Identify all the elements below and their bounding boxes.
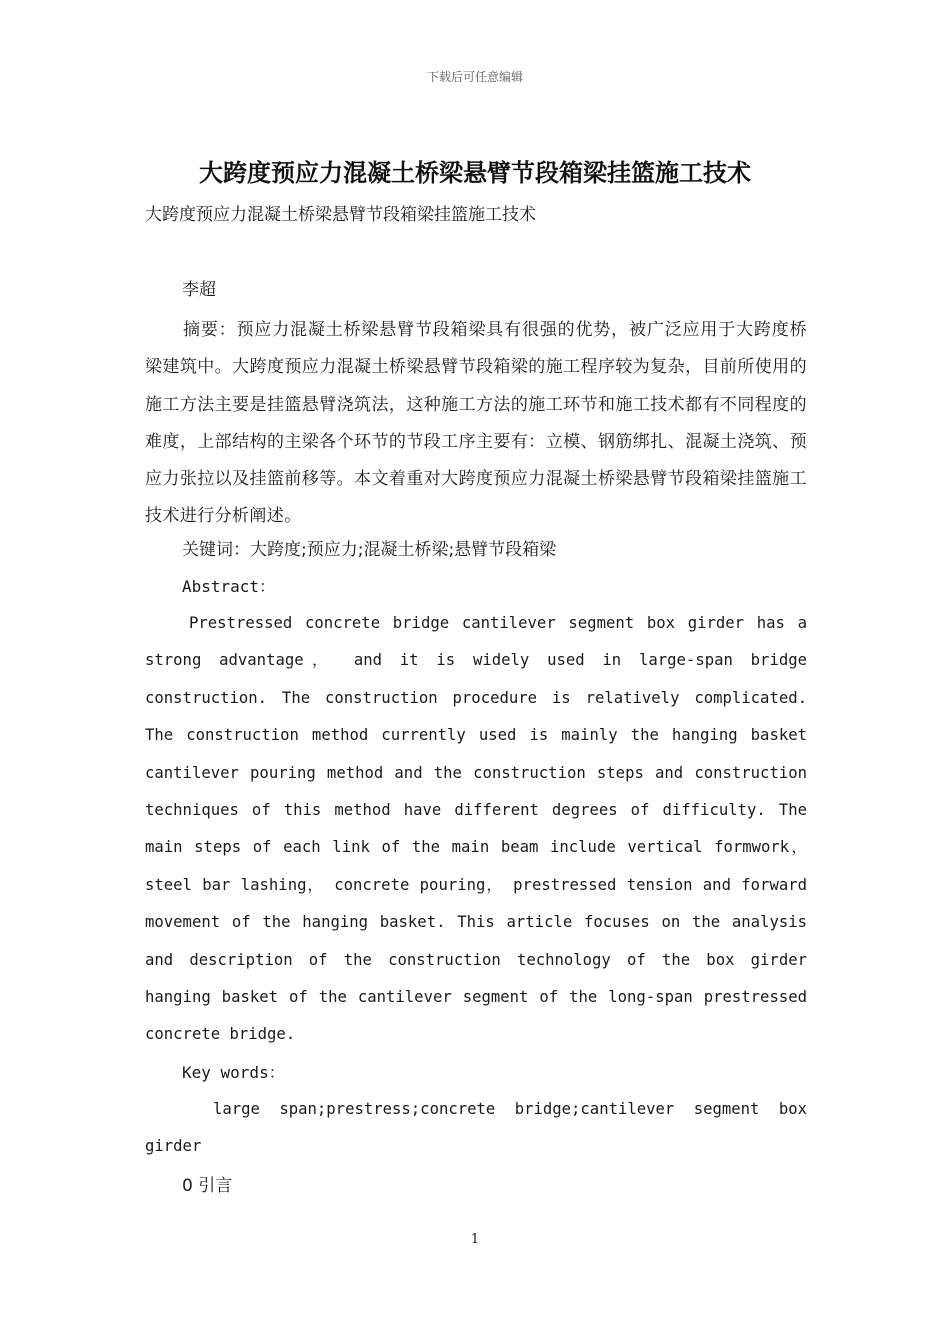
document-title: 大跨度预应力混凝土桥梁悬臂节段箱梁挂篮施工技术 (199, 159, 751, 187)
author-name: 李超 (182, 280, 216, 300)
header-note: 下载后可任意编辑 (426, 70, 523, 84)
page-number: 1 (470, 1232, 480, 1247)
section-heading: 0 引言 (182, 1176, 233, 1196)
abstract-english: Prestressed concrete bridge cantilever segment box girder has a strong advantage， and it is widely used in large-span bridge construction. The construction procedure is relatively complicated. The construction method currently used is mainly the hanging basket cantilever pouring method and the construction steps and construction techniques of this method have different degrees of difficulty. The main steps of each link of the main beam include vertical formwork， steel bar lashing， concrete pouring， prestressed tension and forward movement of the hanging basket. This article focuses on the analysis and description of the construction technology of the box girder hanging basket of the cantilever segment of the long-span prestressed concrete bridge. (145, 614, 807, 1044)
keywords-chinese: 关键词：大跨度;预应力;混凝土桥梁;悬臂节段箱梁 (182, 540, 557, 560)
keywords-label: Key words： (182, 1063, 285, 1082)
abstract-chinese: 摘要：预应力混凝土桥梁悬臂节段箱梁具有很强的优势，被广泛应用于大跨度桥梁建筑中。大跨度预应力混凝土桥梁悬臂节段箱梁的施工程序较为复杂，目前所使用的施工方法主要是挂篮悬臂浇筑法，这种施工方法的施工环节和施工技术都有不同程度的难度，上部结构的主梁各个环节的节段工序主要有：立模、钢筋绑扎、混凝土浇筑、预应力张拉以及挂篮前移等。本文着重对大跨度预应力混凝土桥梁悬臂节段箱梁挂篮施工技术进行分析阐述。 (145, 320, 807, 527)
keywords-english: large span;prestress;concrete bridge;cantilever segment box girder (145, 1100, 807, 1156)
abstract-label: Abstract： (182, 577, 276, 596)
document-subtitle: 大跨度预应力混凝土桥梁悬臂节段箱梁挂篮施工技术 (145, 205, 536, 225)
